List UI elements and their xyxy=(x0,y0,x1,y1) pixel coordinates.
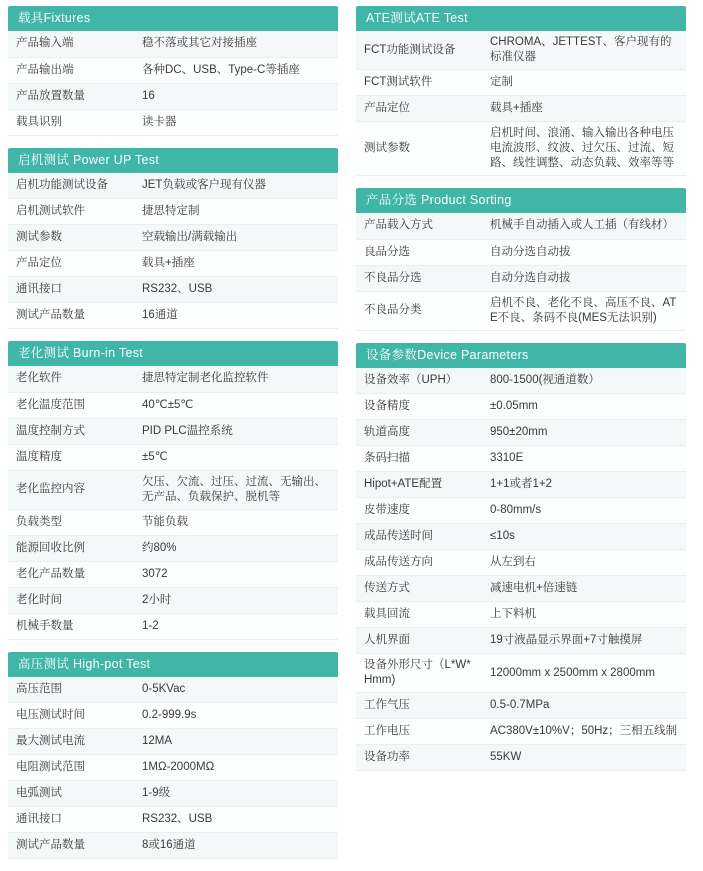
spec-value: RS232、USB xyxy=(134,807,338,833)
spec-value: 8或16通道 xyxy=(134,833,338,859)
spec-key: 温度控制方式 xyxy=(8,418,134,444)
spec-value: 自动分选自动拔 xyxy=(482,265,686,291)
spec-key: 皮带速度 xyxy=(356,498,482,524)
spec-value: RS232、USB xyxy=(134,277,338,303)
table-row xyxy=(8,470,338,509)
spec-value: PID PLC温控系统 xyxy=(134,418,338,444)
section-title-product-sorting: 产品分选 Product Sorting xyxy=(356,188,686,213)
table-row xyxy=(356,368,686,394)
spec-key: 高压范围 xyxy=(8,677,134,703)
spec-value: 载具+插座 xyxy=(482,96,686,122)
spec-value: 启机时间、浪涌、输入输出各种电压电流波形、纹波、过欠压、过流、短路、线性调整、动态负载、效率等等 xyxy=(482,122,686,176)
spec-value: 1-2 xyxy=(134,613,338,639)
section-title-ate-test: ATE测试ATE Test xyxy=(356,6,686,31)
spec-key: 产品载入方式 xyxy=(356,213,482,239)
table-row xyxy=(356,628,686,654)
spec-value: ≤10s xyxy=(482,524,686,550)
table-row xyxy=(356,122,686,176)
spec-value: 机械手自动插入或人工插（有线材） xyxy=(482,213,686,239)
table-row xyxy=(356,576,686,602)
spec-value: 各种DC、USB、Type-C等插座 xyxy=(134,57,338,83)
section-title-fixtures: 载具Fixtures xyxy=(8,6,338,31)
table-row xyxy=(356,693,686,719)
spec-value: 1-9级 xyxy=(134,781,338,807)
spec-key: 产品放置数量 xyxy=(8,83,134,109)
table-row xyxy=(8,225,338,251)
section-high-pot-test xyxy=(8,652,338,860)
spec-key: 测试参数 xyxy=(8,225,134,251)
spec-key: 负载类型 xyxy=(8,509,134,535)
table-row xyxy=(8,677,338,703)
table-row xyxy=(356,498,686,524)
table-row xyxy=(356,213,686,239)
spec-table-ate-test xyxy=(356,31,686,176)
spec-key: 测试参数 xyxy=(356,122,482,176)
table-row xyxy=(356,96,686,122)
table-row xyxy=(8,303,338,329)
spec-table-power-up-test xyxy=(8,173,338,330)
table-row xyxy=(8,755,338,781)
section-title-burn-in-test: 老化测试 Burn-in Test xyxy=(8,341,338,366)
table-row xyxy=(356,719,686,745)
section-title-device-parameters: 设备参数Device Parameters xyxy=(356,343,686,368)
spec-value: 空载输出/满载输出 xyxy=(134,225,338,251)
spec-value: 捷思特定制 xyxy=(134,199,338,225)
right-column xyxy=(356,6,686,783)
spec-table-product-sorting xyxy=(356,213,686,331)
spec-key: 老化产品数量 xyxy=(8,561,134,587)
spec-key: 老化时间 xyxy=(8,587,134,613)
spec-key: 成品传送方向 xyxy=(356,550,482,576)
spec-key: 通讯接口 xyxy=(8,277,134,303)
spec-table-fixtures xyxy=(8,31,338,136)
table-row xyxy=(8,83,338,109)
spec-value: 启机不良、老化不良、高压不良、ATE不良、条码不良(MES无法识别) xyxy=(482,291,686,330)
spec-key: 温度精度 xyxy=(8,444,134,470)
table-row xyxy=(356,70,686,96)
table-row xyxy=(8,277,338,303)
spec-value: 16 xyxy=(134,83,338,109)
spec-key: Hipot+ATE配置 xyxy=(356,472,482,498)
spec-key: 老化软件 xyxy=(8,366,134,392)
spec-value: 2小时 xyxy=(134,587,338,613)
spec-key: 最大测试电流 xyxy=(8,729,134,755)
section-product-sorting xyxy=(356,188,686,331)
spec-value: 12MA xyxy=(134,729,338,755)
table-row xyxy=(356,524,686,550)
table-row xyxy=(8,31,338,57)
spec-key: 载具识别 xyxy=(8,109,134,135)
spec-key: 测试产品数量 xyxy=(8,303,134,329)
table-row xyxy=(8,561,338,587)
section-title-high-pot-test: 高压测试 High-pot Test xyxy=(8,652,338,677)
section-ate-test xyxy=(356,6,686,176)
table-row xyxy=(8,366,338,392)
spec-table-burn-in-test xyxy=(8,366,338,640)
table-row xyxy=(8,613,338,639)
spec-value: 载具+插座 xyxy=(134,251,338,277)
table-row xyxy=(356,31,686,70)
spec-value: ±5℃ xyxy=(134,444,338,470)
table-row xyxy=(8,392,338,418)
table-row xyxy=(356,602,686,628)
spec-value: 1MΩ-2000MΩ xyxy=(134,755,338,781)
spec-value: 上下料机 xyxy=(482,602,686,628)
spec-key: 通讯接口 xyxy=(8,807,134,833)
spec-value: 950±20mm xyxy=(482,420,686,446)
table-row xyxy=(356,654,686,693)
spec-key: 机械手数量 xyxy=(8,613,134,639)
spec-key: 能源回收比例 xyxy=(8,535,134,561)
spec-key: 设备精度 xyxy=(356,394,482,420)
spec-value: 稳不落或其它对接插座 xyxy=(134,31,338,57)
spec-value: 减速电机+倍速链 xyxy=(482,576,686,602)
spec-key: 工作电压 xyxy=(356,719,482,745)
spec-key: 工作气压 xyxy=(356,693,482,719)
spec-value: 0.2-999.9s xyxy=(134,703,338,729)
spec-key: 设备外形尺寸（L*W*Hmm) xyxy=(356,654,482,693)
table-row xyxy=(356,265,686,291)
spec-value: 捷思特定制老化监控软件 xyxy=(134,366,338,392)
table-row xyxy=(8,703,338,729)
spec-key: 条码扫描 xyxy=(356,446,482,472)
spec-key: 良品分选 xyxy=(356,239,482,265)
table-row xyxy=(356,291,686,330)
section-device-parameters xyxy=(356,343,686,772)
spec-key: 电阻测试范围 xyxy=(8,755,134,781)
table-row xyxy=(356,239,686,265)
table-row xyxy=(8,807,338,833)
table-row xyxy=(8,509,338,535)
spec-value: 约80% xyxy=(134,535,338,561)
section-burn-in-test xyxy=(8,341,338,640)
spec-key: 电压测试时间 xyxy=(8,703,134,729)
spec-table-device-parameters xyxy=(356,368,686,772)
table-row xyxy=(356,394,686,420)
table-row xyxy=(356,446,686,472)
spec-key: 轨道高度 xyxy=(356,420,482,446)
table-row xyxy=(356,420,686,446)
spec-value: 从左到右 xyxy=(482,550,686,576)
spec-key: 不良品分类 xyxy=(356,291,482,330)
spec-key: 启机功能测试设备 xyxy=(8,173,134,199)
spec-key: 设备功率 xyxy=(356,745,482,771)
table-row xyxy=(8,729,338,755)
spec-key: 人机界面 xyxy=(356,628,482,654)
spec-value: 12000mm x 2500mm x 2800mm xyxy=(482,654,686,693)
spec-key: 启机测试软件 xyxy=(8,199,134,225)
spec-table-high-pot-test xyxy=(8,677,338,860)
table-row xyxy=(8,833,338,859)
table-row xyxy=(8,781,338,807)
spec-value: 19寸液晶显示界面+7寸触摸屏 xyxy=(482,628,686,654)
spec-key: 老化监控内容 xyxy=(8,470,134,509)
section-title-power-up-test: 启机测试 Power UP Test xyxy=(8,148,338,173)
spec-key: 载具回流 xyxy=(356,602,482,628)
spec-key: 传送方式 xyxy=(356,576,482,602)
spec-key: 老化温度范围 xyxy=(8,392,134,418)
spec-key: FCT功能测试设备 xyxy=(356,31,482,70)
spec-value: 40℃±5℃ xyxy=(134,392,338,418)
spec-value: 3310E xyxy=(482,446,686,472)
table-row xyxy=(8,109,338,135)
spec-value: AC380V±10%V；50Hz；三相五线制 xyxy=(482,719,686,745)
section-power-up-test xyxy=(8,148,338,330)
spec-value: CHROMA、JETTEST、客户现有的标准仪器 xyxy=(482,31,686,70)
spec-value: 定制 xyxy=(482,70,686,96)
spec-value: 读卡器 xyxy=(134,109,338,135)
table-row xyxy=(356,745,686,771)
spec-value: 欠压、欠流、过压、过流、无输出、无产品、负载保护、脱机等 xyxy=(134,470,338,509)
spec-key: 产品定位 xyxy=(356,96,482,122)
spec-key: 测试产品数量 xyxy=(8,833,134,859)
spec-key: FCT测试软件 xyxy=(356,70,482,96)
spec-value: 1+1或者1+2 xyxy=(482,472,686,498)
table-row xyxy=(356,550,686,576)
table-row xyxy=(8,418,338,444)
table-row xyxy=(8,199,338,225)
spec-value: 3072 xyxy=(134,561,338,587)
spec-key: 不良品分选 xyxy=(356,265,482,291)
spec-value: 0-5KVac xyxy=(134,677,338,703)
spec-value: 自动分选自动拔 xyxy=(482,239,686,265)
spec-value: ±0.05mm xyxy=(482,394,686,420)
spec-key: 成品传送时间 xyxy=(356,524,482,550)
table-row xyxy=(8,444,338,470)
table-row xyxy=(356,472,686,498)
left-column xyxy=(8,6,338,871)
spec-key: 电弧测试 xyxy=(8,781,134,807)
spec-value: 16通道 xyxy=(134,303,338,329)
spec-value: 55KW xyxy=(482,745,686,771)
spec-value: 0.5-0.7MPa xyxy=(482,693,686,719)
spec-value: JET负载或客户现有仪器 xyxy=(134,173,338,199)
spec-key: 产品输入端 xyxy=(8,31,134,57)
table-row xyxy=(8,57,338,83)
spec-key: 设备效率（UPH） xyxy=(356,368,482,394)
table-row xyxy=(8,173,338,199)
spec-key: 产品输出端 xyxy=(8,57,134,83)
spec-value: 800-1500(视通道数） xyxy=(482,368,686,394)
section-fixtures xyxy=(8,6,338,136)
spec-value: 0-80mm/s xyxy=(482,498,686,524)
columns-wrapper xyxy=(8,6,695,871)
table-row xyxy=(8,587,338,613)
spec-value: 节能负载 xyxy=(134,509,338,535)
table-row xyxy=(8,535,338,561)
table-row xyxy=(8,251,338,277)
spec-key: 产品定位 xyxy=(8,251,134,277)
